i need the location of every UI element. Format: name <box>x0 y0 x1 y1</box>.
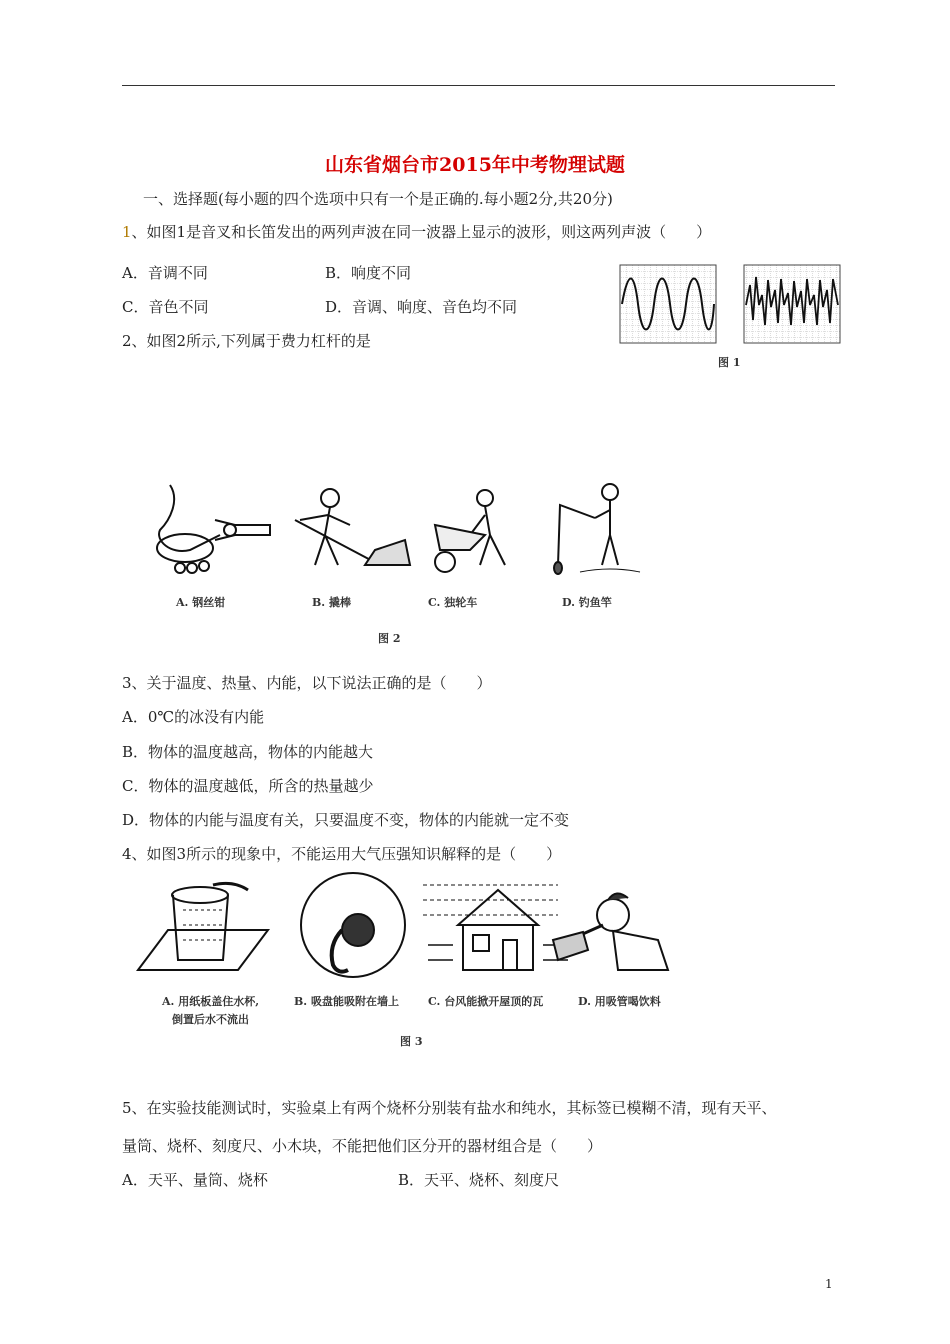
q2-stem: 2、如图2所示,下列属于费力杠杆的是 <box>122 332 371 350</box>
q3-option-a: A．0℃的冰没有内能 <box>122 708 265 726</box>
page-title: 山东省烟台市2015年中考物理试题 <box>325 154 625 176</box>
q5-stem-line1: 5、在实验技能测试时，实验桌上有两个烧杯分别装有盐水和纯水，其标签已模糊不清，现有天平、 <box>122 1099 777 1117</box>
q1-option-d: D．音调、响度、音色均不同 <box>325 298 518 316</box>
q1-stem: 1、如图1是音叉和长笛发出的两列声波在同一波器上显示的波形，则这两列声波（ ） <box>122 223 712 241</box>
page-number: 1 <box>825 1277 833 1291</box>
section-heading: 一、选择题(每小题的四个选项中只有一个是正确的.每小题2分,共20分) <box>143 190 613 208</box>
figure-1-caption: 图 1 <box>718 356 741 369</box>
q3-option-c: C．物体的温度越低，所含的热量越少 <box>122 777 374 795</box>
fishing-rod-drawing <box>554 484 640 574</box>
q4-stem: 4、如图3所示的现象中，不能运用大气压强知识解释的是（ ） <box>122 845 562 863</box>
pliers-drawing <box>157 485 270 573</box>
figure-2-drawings <box>140 480 700 580</box>
straw-drinking-drawing <box>553 893 668 970</box>
figure-3-label-d: D. 用吸管喝饮料 <box>578 995 661 1008</box>
figure-2-label-d: D. 钓鱼竿 <box>562 596 612 609</box>
figure-2-label-c: C. 独轮车 <box>428 596 478 609</box>
suction-cup-drawing <box>301 873 405 977</box>
figure-2-label-b: B. 撬棒 <box>312 596 351 609</box>
q5-stem-line2: 量筒、烧杯、刻度尺、小木块，不能把他们区分开的器材组合是（ ） <box>122 1137 603 1155</box>
q5-option-b: B．天平、烧杯、刻度尺 <box>398 1171 560 1189</box>
figure-3-label-a: A. 用纸板盖住水杯, <box>162 995 260 1008</box>
q1-option-c: C．音色不同 <box>122 298 209 316</box>
figure-3-label-a-line2: 倒置后水不流出 <box>172 1013 249 1026</box>
q3-stem: 3、关于温度、热量、内能，以下说法正确的是（ ） <box>122 674 492 692</box>
header-rule <box>122 85 835 86</box>
figure-3-caption: 图 3 <box>400 1035 423 1048</box>
figure-3-label-b: B. 吸盘能吸附在墙上 <box>294 995 399 1008</box>
inverted-cup-drawing <box>138 883 268 970</box>
wheelbarrow-drawing <box>435 490 505 572</box>
q3-option-d: D．物体的内能与温度有关，只要温度不变，物体的内能就一定不变 <box>122 811 570 829</box>
q1-number: 1 <box>122 223 132 241</box>
house-wind-drawing <box>423 885 568 970</box>
q1-option-a: A．音调不同 <box>122 264 208 282</box>
figure-3-drawings <box>138 870 683 982</box>
crowbar-drawing <box>295 489 410 565</box>
q1-option-b: B．响度不同 <box>325 264 412 282</box>
figure-2-label-a: A. 钢丝钳 <box>176 596 226 609</box>
q5-option-a: A．天平、量筒、烧杯 <box>122 1171 268 1189</box>
figure-1-waveforms <box>620 265 842 345</box>
figure-3-label-c: C. 台风能掀开屋顶的瓦 <box>428 995 544 1008</box>
figure-2-caption: 图 2 <box>378 632 401 645</box>
q3-option-b: B．物体的温度越高，物体的内能越大 <box>122 743 374 761</box>
